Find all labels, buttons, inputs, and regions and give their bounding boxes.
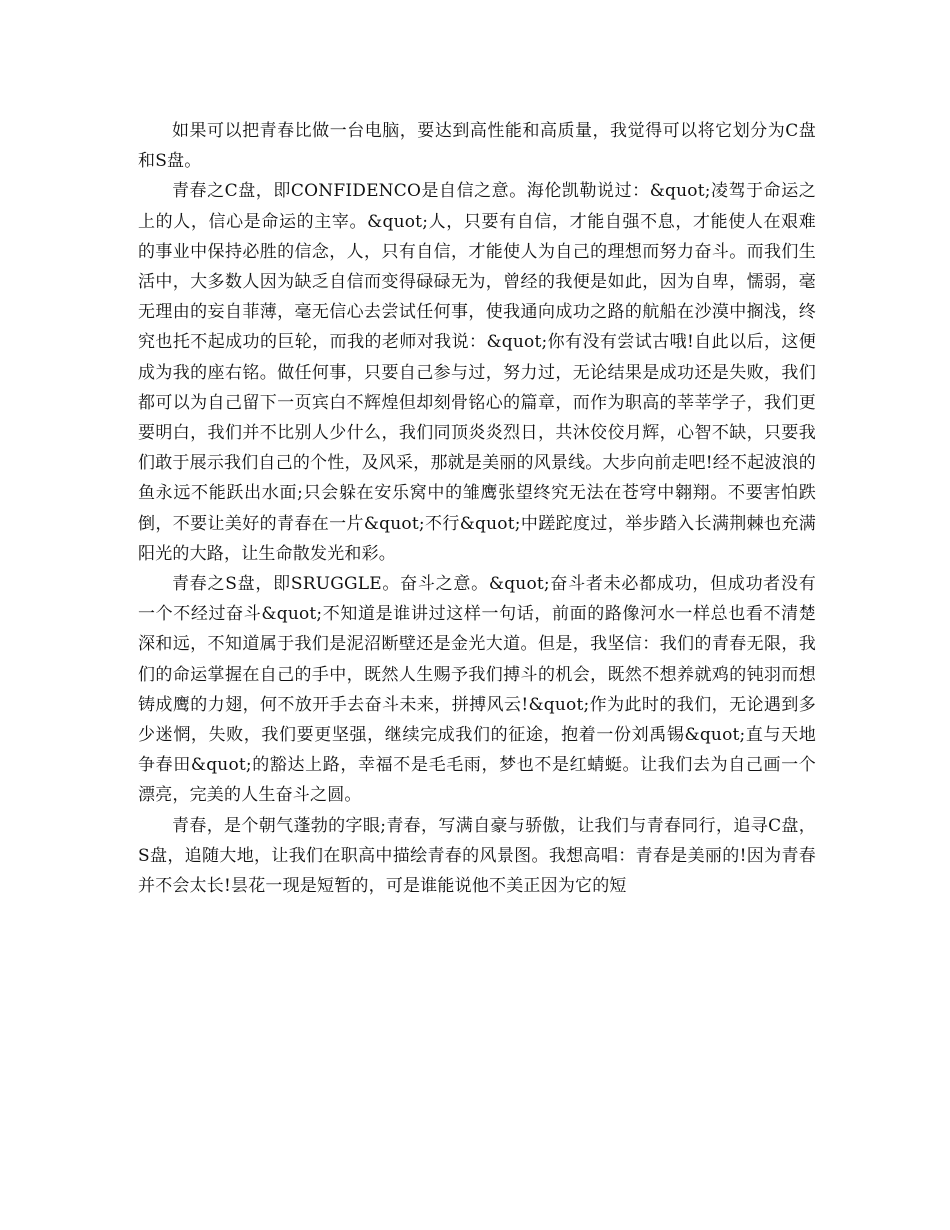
paragraph-4: 青春，是个朝气蓬勃的字眼;青春，写满自豪与骄傲，让我们与青春同行，追寻C盘，S盘，追随大地，让我们在职高中描绘青春的风景图。我想高唱：青春是美丽的!因为青春并不会太长!昙花一现是短暂的，可是谁能说他不美正因为它的短 — [138, 815, 816, 897]
paragraph-3: 青春之S盘，即SRUGGLE。奋斗之意。&quot;奋斗者未必都成功，但成功者没有一个不经过奋斗&quot;不知道是谁讲过这样一句话，前面的路像河水一样总也看不清楚深和远，不知道属于我们是泥沼断壁还是金光大道。但是，我坚信：我们的青春无限，我们的命运掌握在自己的手中，既然人生赐予我们搏斗的机会，既然不想养就鸡的钝羽而想铸成鹰的力翅，何不放开手去奋斗未来，拼搏风云!&quot;作为此时的我们，无论遇到多少迷惘，失败，我们要更坚强，继续完成我们的征途，抱着一份刘禹锡&quot;直与天地争春田&quot;的豁达上路，幸福不是毛毛雨，梦也不是红蜻蜓。让我们去为自己画一个漂亮，完美的人生奋斗之圆。 — [138, 574, 816, 806]
paragraph-1: 如果可以把青春比做一台电脑，要达到高性能和高质量，我觉得可以将它划分为C盘和S盘。 — [138, 121, 816, 172]
document-body — [138, 116, 816, 901]
paragraph-2: 青春之C盘，即CONFIDENCO是自信之意。海伦凯勒说过：&quot;凌驾于命运之上的人，信心是命运的主宰。&quot;人，只要有自信，才能自强不息，才能使人在艰难的事业中保持必胜的信念，人，只有自信，才能使人为自己的理想而努力奋斗。而我们生活中，大多数人因为缺乏自信而变得碌碌无为，曾经的我便是如此，因为自卑，懦弱，毫无理由的妄自菲薄，毫无信心去尝试任何事，使我通向成功之路的航船在沙漠中搁浅，终究也托不起成功的巨轮，而我的老师对我说：&quot;你有没有尝试古哦!自此以后，这便成为我的座右铭。做任何事，只要自己参与过，努力过，无论结果是成功还是失败，我们都可以为自己留下一页宾白不辉煌但却刻骨铭心的篇章，而作为职高的莘莘学子，我们更要明白，我们并不比别人少什么，我们同顶炎炎烈日，共沐佼佼月辉，心智不缺，只要我们敢于展示我们自己的个性，及风采，那就是美丽的风景线。大步向前走吧!经不起波浪的鱼永远不能跃出水面;只会躲在安乐窝中的雏鹰张望终究无法在苍穹中翱翔。不要害怕跌倒，不要让美好的青春在一片&quot;不行&quot;中蹉跎度过，举步踏入长满荆棘也充满阳光的大路，让生命散发光和彩。 — [138, 181, 816, 564]
